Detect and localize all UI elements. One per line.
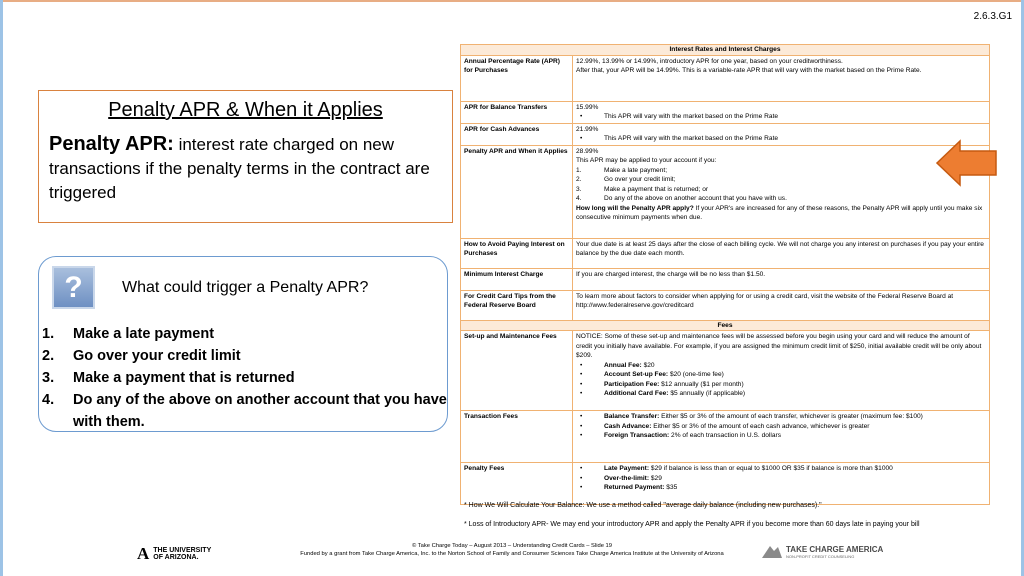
list-item: 4. Do any of the above on another account that you have with them.: [42, 392, 447, 430]
footnote-loss-of-intro-apr: * Loss of Introductory APR- We may end your introductory APR and apply the Penalty APR if you become more than 60 days late in paying your bill: [464, 521, 920, 528]
row-label: For Credit Card Tips from the Federal Reserve Board: [461, 290, 573, 320]
question-mark-icon: ?: [52, 266, 95, 309]
row-value: • Balance Transfer: Either $5 or 3% of the amount of each transfer, whichever is greater (maximum fee: $100) • Cash Advance: Either $5 or 3% of the amount of each cash advance, whichever is greater • Foreign Transaction: 2% of each transaction in U.S. dollars: [573, 411, 990, 463]
row-value: 15.99% • This APR will vary with the market based on the Prime Rate: [573, 101, 990, 123]
row-label: APR for Cash Advances: [461, 123, 573, 145]
list-item: 2. Go over your credit limit: [42, 348, 241, 364]
row-label: APR for Balance Transfers: [461, 101, 573, 123]
row-value: To learn more about factors to consider when applying for or using a credit card, visit the website of the Federal Reserve Board at http://www.federalreserve.gov/creditcard: [573, 290, 990, 320]
trigger-list: [42, 323, 447, 433]
table-row: [461, 331, 990, 411]
row-label: Penalty APR and When it Applies: [461, 145, 573, 238]
credit-card-disclosure-table: [460, 44, 990, 505]
table-row: [461, 123, 990, 145]
trigger-question: What could trigger a Penalty APR?: [122, 279, 369, 296]
penalty-apr-title: Penalty APR & When it Applies: [108, 99, 383, 121]
row-label: Minimum Interest Charge: [461, 268, 573, 290]
row-value: If you are charged interest, the charge will be no less than $1.50.: [573, 268, 990, 290]
table-row: [461, 101, 990, 123]
row-value: 12.99%, 13.99% or 14.99%, introductory APR for one year, based on your creditworthiness. After that, your APR will be 14.99%. This is a variable-rate APR that will vary with the market based on the Prime Rate.: [573, 55, 990, 101]
table-row: [461, 45, 990, 56]
university-of-arizona-logo: A THE UNIVERSITY OF ARIZONA.: [137, 544, 212, 563]
row-label: Annual Percentage Rate (APR) for Purchases: [461, 55, 573, 101]
penalty-apr-term: Penalty APR:: [49, 133, 174, 155]
table-row: [461, 320, 990, 331]
section-header-interest: Interest Rates and Interest Charges: [461, 45, 990, 56]
list-item: 3. Make a payment that is returned: [42, 370, 295, 386]
section-header-fees: Fees: [461, 320, 990, 331]
penalty-apr-box: [38, 90, 453, 223]
left-edge-bar: [0, 0, 3, 576]
left-arrow-icon: [936, 139, 998, 187]
table-row: [461, 463, 990, 505]
top-frame-line: [0, 0, 1024, 2]
table-row: [461, 268, 990, 290]
penalty-apr-definition: [49, 132, 442, 205]
ua-a-mark: A: [137, 544, 150, 563]
credit-line-1: © Take Charge Today – August 2013 – Understanding Credit Cards – Slide 19: [412, 543, 612, 549]
row-value: NOTICE: Some of these set-up and maintenance fees will be assessed before you begin using your card and will reduce the amount of credit you initially have available. For example, if you are assigned the minimum credit limit of $250, initial available credit will be only about $209. • Annual Fee: $20 • Account Set-up Fee: $20 (one-time fee) • Participation Fee: $12 annually ($1 per month) • Additional Card Fee: $5 annually (if applicable): [573, 331, 990, 411]
table-row: [461, 411, 990, 463]
take-charge-america-logo: TAKE CHARGE AMERICA NON-PROFIT CREDIT COUNSELING: [762, 545, 883, 559]
table-row: [461, 145, 990, 238]
penalty-apr-definition-text: interest rate charged on new transactions if the penalty terms in the contract are triggered: [49, 135, 430, 202]
row-label: Penalty Fees: [461, 463, 573, 505]
table-row: [461, 238, 990, 268]
row-value: • Late Payment: $29 if balance is less than or equal to $1000 OR $35 if balance is more than $1000 • Over-the-limit: $29 • Returned Payment: $35: [573, 463, 990, 505]
trigger-question-box: [38, 256, 448, 432]
list-item: 1. Make a late payment: [42, 326, 215, 342]
row-label: How to Avoid Paying Interest on Purchases: [461, 238, 573, 268]
row-label: Set-up and Maintenance Fees: [461, 331, 573, 411]
row-label: Transaction Fees: [461, 411, 573, 463]
row-value: 28.99% This APR may be applied to your account if you: 1. Make a late payment; 2. Go over your credit limit; 3. Make a payment that is returned; or 4. Do any of the above on another account that you have with us. How long will the Penalty APR apply? If your APR's are increased for any of these reasons, the Penalty APR will apply until you make six consecutive minimum payments when due.: [573, 145, 990, 238]
row-value: 21.99% • This APR will vary with the market based on the Prime Rate: [573, 123, 990, 145]
tca-shield-icon: [762, 545, 782, 559]
slide-code: 2.6.3.G1: [973, 11, 1012, 22]
credit-line-2: Funded by a grant from Take Charge America, Inc. to the Norton School of Family and Consumer Sciences Take Charge America Institute at the University of Arizona: [300, 551, 724, 557]
table-row: [461, 290, 990, 320]
row-value: Your due date is at least 25 days after the close of each billing cycle. We will not charge you any interest on purchases if you pay your entire balance by the due date each month.: [573, 238, 990, 268]
footnote-balance: * How We Will Calculate Your Balance: We use a method called "average daily balance (including new purchases).": [464, 502, 822, 509]
table-row: [461, 55, 990, 101]
